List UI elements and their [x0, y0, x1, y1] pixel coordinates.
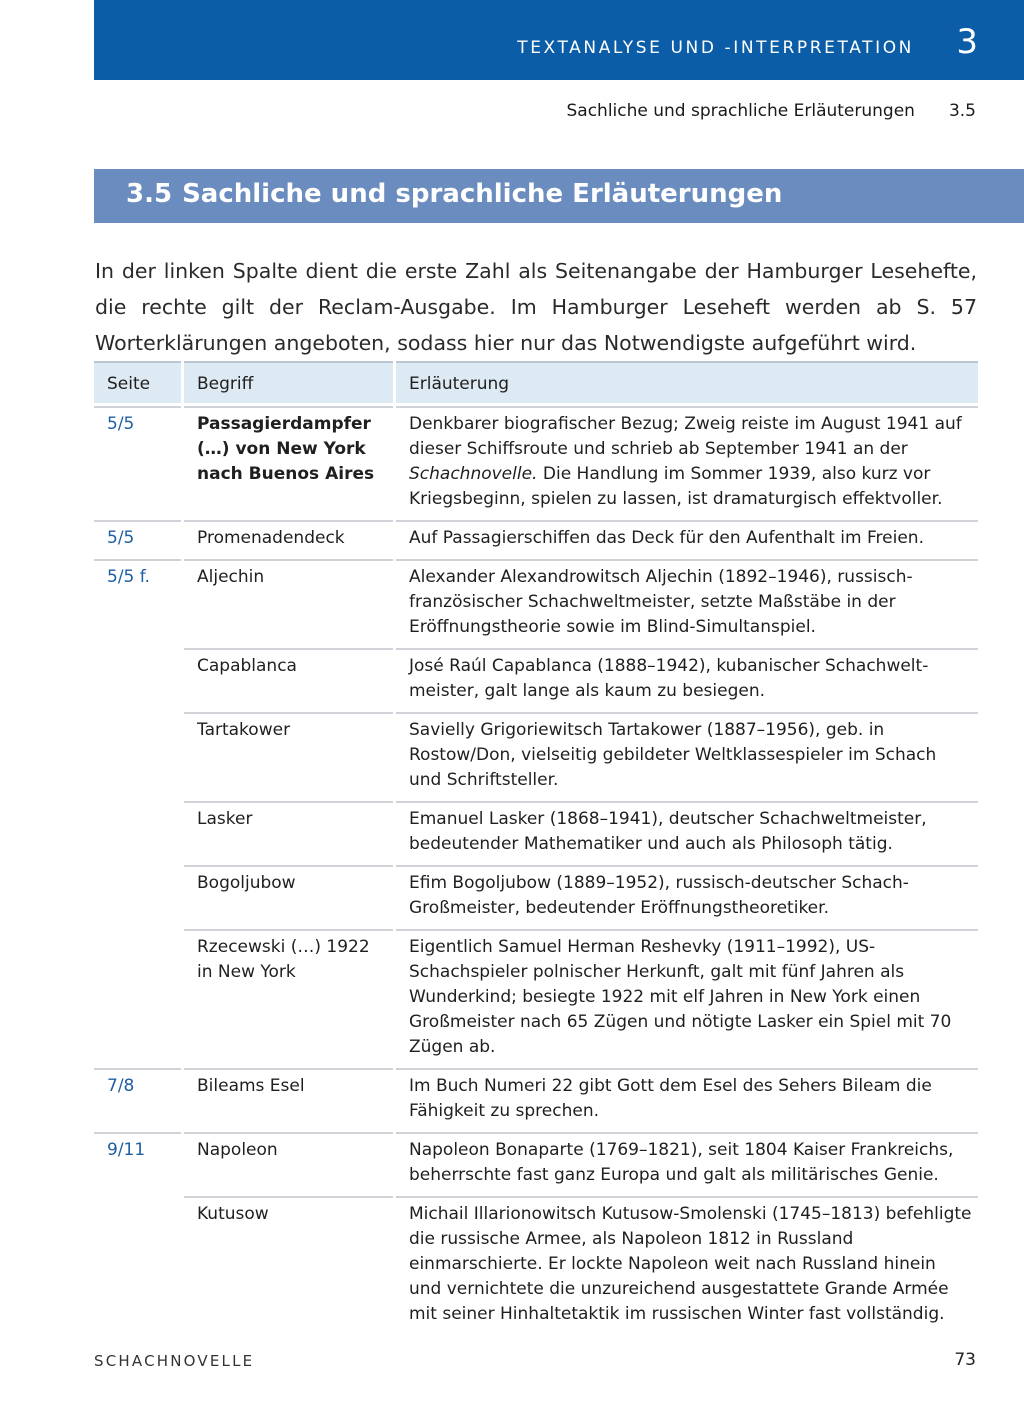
row-explanation: Savielly Grigoriewitsch Tartakower (1887–1956), geb. in Rostow/Don, vielseitig gebildeter Weltklassespieler im Schach und Schriftsteller.	[396, 712, 978, 798]
table-row	[94, 406, 978, 517]
row-explanation: Michail Illarionowitsch Kutusow-Smolenski (1745–1813) befehligte die russische Armee, als Napoleon 1812 in Russland einmarschierte. Er lockte Napoleon weit nach Russland hinein und vernichtete die unzureichend ausgestattete Grande Armée mit seiner Hinhaltetaktik im russischen Winter fast vollständig.	[396, 1196, 978, 1332]
table-row	[94, 559, 978, 645]
subheader-number: 3.5	[948, 101, 976, 121]
row-page: 5/5 f.	[94, 559, 181, 645]
table-row	[94, 1068, 978, 1129]
table-row	[94, 801, 978, 862]
subheader-title: Sachliche und sprachliche Erläuterungen	[566, 101, 915, 121]
row-term: Napoleon	[184, 1132, 393, 1193]
row-explanation: Auf Passagierschiffen das Deck für den Aufenthalt im Freien.	[396, 520, 978, 556]
table-header-row	[94, 361, 978, 403]
row-term: Aljechin	[184, 559, 393, 645]
row-page	[94, 801, 181, 862]
row-explanation: Emanuel Lasker (1868–1941), deutscher Schachweltmeister, bedeutender Mathematiker und auch als Philosoph tätig.	[396, 801, 978, 862]
row-term: Promenadendeck	[184, 520, 393, 556]
explanation-italic-title: Schachnovelle.	[409, 464, 538, 484]
chapter-header-bar	[94, 0, 1024, 80]
table-row	[94, 865, 978, 926]
chapter-number: 3	[956, 22, 978, 62]
row-explanation: José Raúl Capablanca (1888–1942), kubanischer Schachwelt-meister, galt lange als kaum zu besiegen.	[396, 648, 978, 709]
section-heading	[126, 179, 782, 209]
row-page: 7/8	[94, 1068, 181, 1129]
row-page	[94, 712, 181, 798]
header-begriff: Begriff	[184, 361, 393, 403]
row-term: Kutusow	[184, 1196, 393, 1332]
section-title: Sachliche und sprachliche Erläuterungen	[182, 179, 783, 209]
row-explanation: Efim Bogoljubow (1889–1952), russisch-deutscher Schach-Großmeister, bedeutender Eröffnungstheoretiker.	[396, 865, 978, 926]
row-page	[94, 865, 181, 926]
row-page	[94, 929, 181, 1065]
row-explanation: Eigentlich Samuel Herman Reshevky (1911–1992), US-Schachspieler polnischer Herkunft, galt mit fünf Jahren als Wunderkind; besiegte 1922 mit elf Jahren in New York einen Großmeister nach 65 Zügen und nötigte Lasker ein Spiel mit 70 Zügen ab.	[396, 929, 978, 1065]
header-seite: Seite	[94, 361, 181, 403]
row-page	[94, 648, 181, 709]
section-number: 3.5	[126, 179, 173, 209]
row-term: Bileams Esel	[184, 1068, 393, 1129]
row-term: Passagierdampfer (…) von New York nach Buenos Aires	[184, 406, 393, 517]
chapter-title: TEXTANALYSE UND -INTERPRETATION	[517, 38, 914, 58]
row-term: Lasker	[184, 801, 393, 862]
intro-paragraph: In der linken Spalte dient die erste Zahl als Seitenangabe der Hamburger Lesehefte, die rechte gilt der Reclam-Ausgabe. Im Hamburger Leseheft werden ab S. 57 Worterklärungen angeboten, sodass hier nur das Notwendigste aufgeführt wird.	[95, 258, 977, 355]
row-page: 5/5	[94, 520, 181, 556]
glossary-table	[91, 358, 981, 1335]
table-row	[94, 1196, 978, 1332]
glossary-table-container	[94, 361, 978, 1324]
explanation-text: Denkbarer biografischer Bezug; Zweig reiste im August 1941 auf dieser Schiffsroute und schrieb ab September 1941 an der	[409, 414, 962, 459]
footer-book-title: SCHACHNOVELLE	[94, 1352, 255, 1370]
footer-page-number: 73	[954, 1350, 976, 1370]
row-term: Tartakower	[184, 712, 393, 798]
header-erlaeuterung: Erläuterung	[396, 361, 978, 403]
row-explanation: Im Buch Numeri 22 gibt Gott dem Esel des Sehers Bileam die Fähigkeit zu sprechen.	[396, 1068, 978, 1129]
row-term: Rzecewski (…) 1922 in New York	[184, 929, 393, 1065]
row-page: 5/5	[94, 406, 181, 517]
table-row	[94, 520, 978, 556]
row-term: Capablanca	[184, 648, 393, 709]
table-row	[94, 929, 978, 1065]
table-row	[94, 648, 978, 709]
row-explanation	[396, 406, 978, 517]
running-subheader	[567, 101, 977, 121]
table-row	[94, 712, 978, 798]
row-explanation: Alexander Alexandrowitsch Aljechin (1892–1946), russisch-französischer Schachweltmeister, setzte Maßstäbe in der Eröffnungstheorie sowie im Blind-Simultanspiel.	[396, 559, 978, 645]
explanation-text: Die Handlung im Sommer 1939, also kurz vor Kriegsbeginn, spielen zu lassen, ist dramaturgisch effektvoller.	[409, 464, 943, 509]
row-page	[94, 1196, 181, 1332]
row-term: Bogoljubow	[184, 865, 393, 926]
row-page: 9/11	[94, 1132, 181, 1193]
table-row	[94, 1132, 978, 1193]
section-heading-bar	[94, 169, 1024, 223]
row-explanation: Napoleon Bonaparte (1769–1821), seit 1804 Kaiser Frankreichs, beherrschte fast ganz Europa und galt als militärisches Genie.	[396, 1132, 978, 1193]
